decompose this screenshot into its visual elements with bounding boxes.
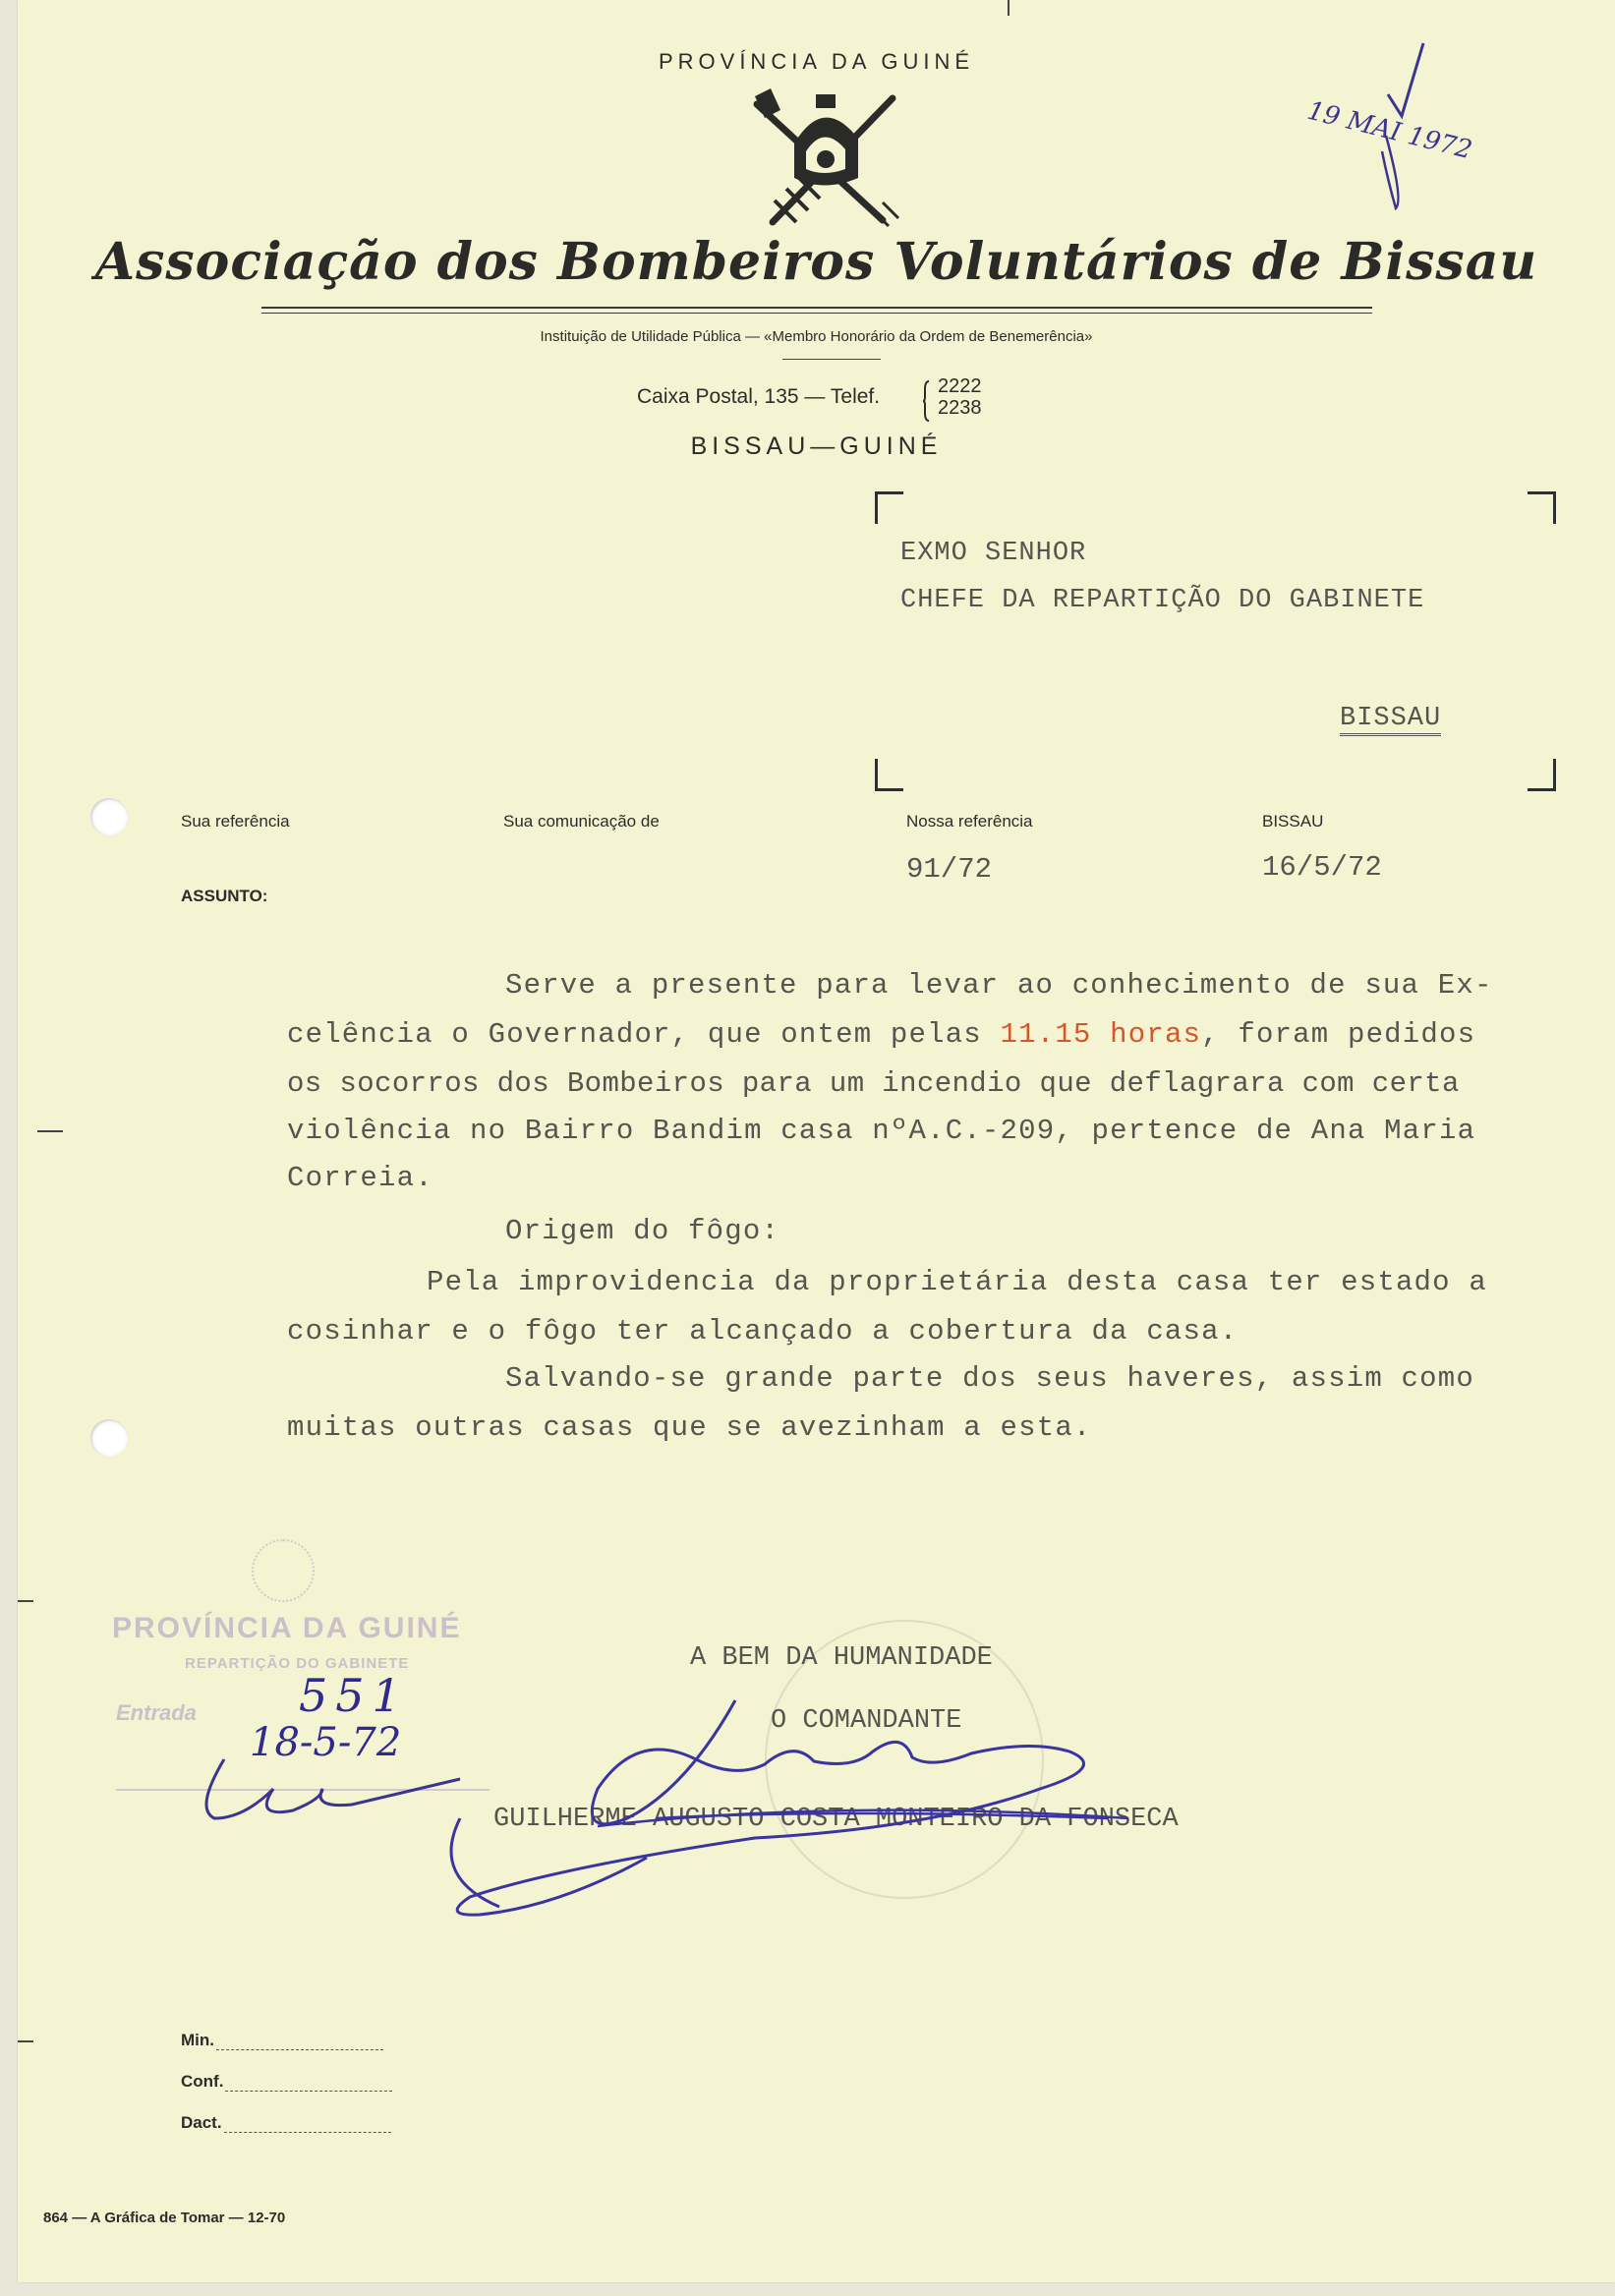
nossa-referencia-label: Nossa referência [906, 812, 1033, 831]
phone-brace [923, 379, 926, 421]
address-corner [875, 759, 903, 791]
place-label: BISSAU [1262, 812, 1324, 831]
addressee-office: CHEFE DA REPARTIÇÃO DO GABINETE [900, 586, 1425, 615]
body-line-10: muitas outras casas que se avezinham a esta. [287, 1411, 1092, 1444]
closing-role: O COMANDANTE [771, 1706, 962, 1736]
letter-date: 16/5/72 [1262, 851, 1382, 884]
body-line-6: Origem do fôgo: [505, 1215, 780, 1247]
received-date-handwritten: 19 MAI 1972 [1303, 95, 1475, 166]
fire-brigade-emblem-icon [735, 85, 912, 232]
organization-name: Associação dos Bombeiros Voluntários de Bissau [94, 232, 1538, 292]
addressee-title: EXMO SENHOR [900, 539, 1087, 568]
fold-mark [37, 1130, 63, 1132]
min-label: Min. [181, 2031, 214, 2049]
body-line-1: Serve a presente para levar ao conhecimento de sua Ex- [505, 969, 1493, 1002]
dact-line [224, 2114, 391, 2133]
address-corner [1528, 759, 1556, 791]
phone-1: 2222 [938, 375, 982, 397]
sua-referencia-label: Sua referência [181, 812, 290, 831]
province-heading: PROVÍNCIA DA GUINÉ [658, 49, 975, 74]
conf-field [181, 2072, 392, 2092]
postal-box [637, 385, 880, 409]
conf-label: Conf. [181, 2072, 224, 2091]
entry-stamp-entrada: Entrada [116, 1700, 197, 1725]
letter-sheet [18, 0, 1615, 2282]
commander-signature [440, 1671, 1207, 1926]
dact-label: Dact. [181, 2113, 222, 2132]
punch-hole [90, 1419, 128, 1457]
body-line-5: Correia. [287, 1162, 433, 1194]
nossa-referencia-value: 91/72 [906, 853, 993, 886]
entry-stamp-office: REPARTIÇÃO DO GABINETE [185, 1655, 410, 1672]
sua-comunicacao-label: Sua comunicação de [503, 812, 660, 831]
subtitle-rule [782, 359, 881, 360]
address-corner [875, 491, 903, 524]
check-mark-icon [1364, 33, 1443, 210]
body-line-2 [287, 1018, 1604, 1051]
institution-subtitle: Instituição de Utilidade Pública — «Membro Honorário da Ordem de Benemerência» [540, 328, 1093, 345]
dact-field [181, 2113, 391, 2133]
body-line-3: os socorros dos Bombeiros para um incendio que deflagrara com certa [287, 1067, 1460, 1100]
phone-2: 2238 [938, 397, 982, 419]
body-line-2-b: , foram pedidos [1201, 1018, 1476, 1051]
stamp-emblem-icon [252, 1539, 315, 1602]
assunto-label: ASSUNTO: [181, 887, 268, 905]
initials-scribble [185, 1750, 480, 1828]
min-line [216, 2032, 383, 2050]
body-time-highlight: 11.15 horas [1000, 1018, 1202, 1051]
punch-hole [90, 798, 128, 835]
body-line-7: Pela improvidencia da proprietária desta casa ter estado a [427, 1266, 1487, 1298]
header-rule [261, 307, 1372, 309]
body-line-9: Salvando-se grande parte dos seus haveres, assim como [505, 1362, 1474, 1395]
body-line-8: cosinhar e o fôgo ter alcançado a cobertura da casa. [287, 1315, 1239, 1348]
header-rule-thin [261, 313, 1372, 314]
body-line-2-a: celência o Governador, que ontem pelas [287, 1018, 1001, 1051]
commander-name: GUILHERME AUGUSTO COSTA MONTEIRO DA FONSECA [493, 1805, 1179, 1834]
entry-number: 551 [299, 1669, 409, 1722]
min-field [181, 2031, 383, 2050]
caixa-postal-label: Caixa Postal, 135 — Telef. [637, 385, 881, 408]
address-corner [1528, 491, 1556, 524]
addressee-city: BISSAU [1340, 704, 1441, 736]
phone-numbers [938, 375, 982, 419]
city-heading: BISSAU—GUINÉ [690, 432, 943, 460]
fold-mark [1008, 0, 1009, 16]
closing-motto: A BEM DA HUMANIDADE [690, 1643, 993, 1673]
fold-mark [18, 2040, 33, 2042]
conf-line [225, 2073, 392, 2092]
body-line-4: violência no Bairro Bandim casa nºA.C.-209, pertence de Ana Maria [287, 1115, 1476, 1147]
entry-stamp-province: PROVÍNCIA DA GUINÉ [112, 1612, 462, 1644]
entry-date: 18-5-72 [250, 1720, 402, 1765]
printer-imprint: 864 — A Gráfica de Tomar — 12-70 [43, 2210, 286, 2226]
fold-mark [18, 1600, 33, 1602]
